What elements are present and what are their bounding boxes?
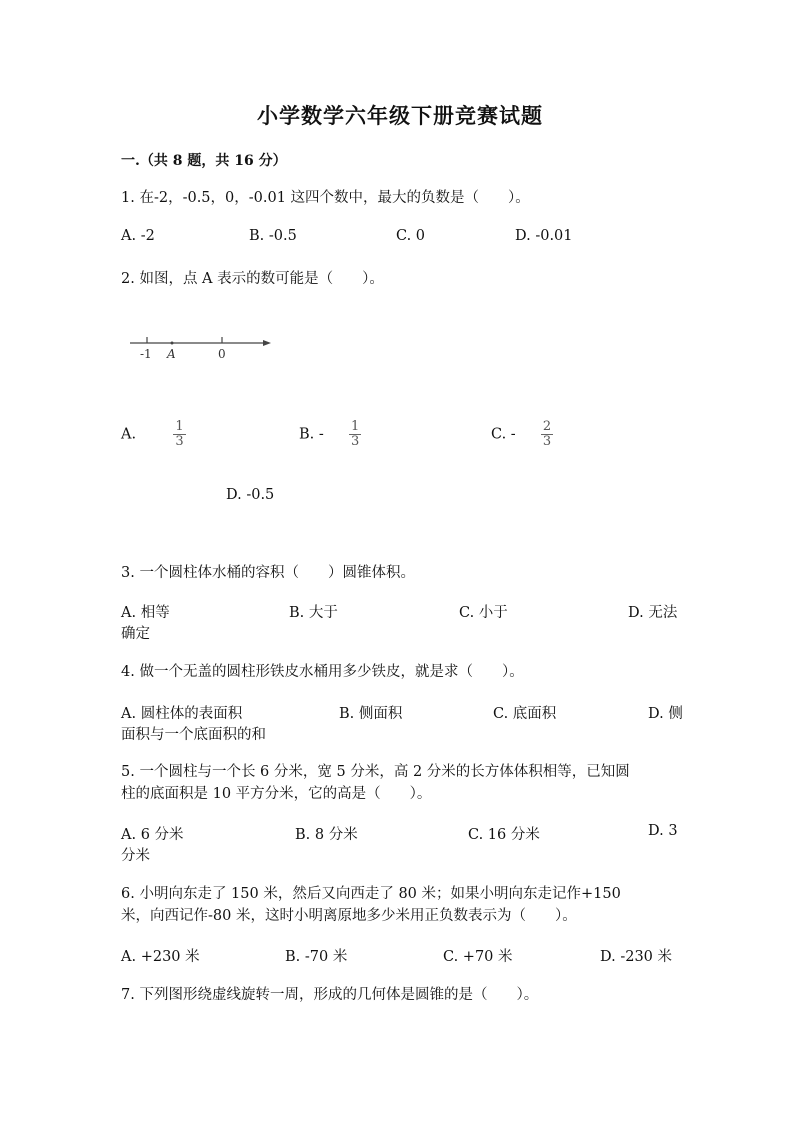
number-line-figure: [125, 330, 275, 369]
q3-option-a[interactable]: A. 相等: [121, 605, 170, 621]
point-a-mark: [171, 342, 174, 345]
fraction-one-third: [349, 420, 361, 449]
q2-option-a-prefix: A.: [121, 426, 137, 443]
number-line: [125, 330, 275, 365]
question-6-stem-line2: 米，向西记作-80 米，这时小明离原地多少米用正负数表示为（ ）。: [121, 908, 577, 924]
question-1-stem: 1. 在-2，-0.5，0，-0.01 这四个数中，最大的负数是（ ）。: [121, 190, 530, 206]
fraction-denominator: 3: [351, 434, 360, 449]
question-5-stem-line1: 5. 一个圆柱与一个长 6 分米，宽 5 分米，高 2 分米的长方体体积相等，已知圆: [121, 764, 630, 780]
fraction-numerator: 1: [175, 419, 184, 434]
q5-option-a[interactable]: A. 6 分米: [121, 827, 184, 843]
q4-option-c[interactable]: C. 底面积: [493, 706, 557, 722]
q2-option-b[interactable]: [299, 420, 361, 449]
q1-option-a[interactable]: A. -2: [121, 228, 155, 244]
question-4-stem: 4. 做一个无盖的圆柱形铁皮水桶用多少铁皮，就是求（ ）。: [121, 664, 524, 680]
page-title: 小学数学六年级下册竞赛试题: [257, 103, 543, 128]
fraction-denominator: 3: [175, 434, 184, 449]
q2-option-d[interactable]: D. -0.5: [226, 487, 275, 503]
q6-option-b[interactable]: B. -70 米: [285, 949, 348, 965]
q3-option-d-wrap: 确定: [121, 626, 150, 642]
question-6-stem-line1: 6. 小明向东走了 150 米，然后又向西走了 80 米；如果小明向东走记作+150: [121, 886, 621, 902]
question-5-stem-line2: 柱的底面积是 10 平方分米，它的高是（ ）。: [121, 786, 432, 802]
fraction-numerator: 1: [351, 419, 360, 434]
q4-option-d-wrap: 面积与一个底面积的和: [121, 727, 266, 743]
q3-option-c[interactable]: C. 小于: [459, 605, 508, 621]
q2-option-c-prefix: C. -: [491, 426, 516, 443]
number-line-arrow: [263, 340, 271, 346]
q4-option-d[interactable]: D. 侧: [648, 706, 683, 722]
q6-option-c[interactable]: C. +70 米: [443, 949, 513, 965]
q2-option-b-prefix: B. -: [299, 426, 324, 443]
tick-label-zero: 0: [218, 347, 226, 361]
q2-option-a[interactable]: [121, 420, 186, 449]
q5-option-d-wrap: 分米: [121, 848, 150, 864]
q5-option-b[interactable]: B. 8 分米: [295, 827, 358, 843]
q1-option-b[interactable]: B. -0.5: [249, 228, 297, 244]
fraction-one-third: [173, 420, 185, 449]
section-header: 一.（共 8 题，共 16 分）: [121, 153, 287, 169]
q3-option-d[interactable]: D. 无法: [628, 605, 678, 621]
q4-option-b[interactable]: B. 侧面积: [339, 706, 403, 722]
point-a-label: A: [167, 347, 176, 361]
q1-option-c[interactable]: C. 0: [396, 228, 426, 244]
question-2-stem: 2. 如图，点 A 表示的数可能是（ ）。: [121, 271, 384, 287]
q6-option-a[interactable]: A. +230 米: [121, 949, 200, 965]
tick-label-minus-one: -1: [140, 347, 152, 361]
question-7-stem: 7. 下列图形绕虚线旋转一周，形成的几何体是圆锥的是（ ）。: [121, 987, 539, 1003]
q6-option-d[interactable]: D. -230 米: [600, 949, 673, 965]
fraction-numerator: 2: [542, 419, 552, 434]
q5-option-c[interactable]: C. 16 分米: [468, 827, 540, 843]
q1-option-d[interactable]: D. -0.01: [515, 228, 573, 244]
q3-option-b[interactable]: B. 大于: [289, 605, 338, 621]
q2-option-c[interactable]: [491, 420, 553, 449]
q4-option-a[interactable]: A. 圆柱体的表面积: [121, 706, 243, 722]
q5-option-d[interactable]: D. 3: [648, 823, 678, 839]
fraction-two-thirds: [541, 420, 553, 449]
fraction-denominator: 3: [542, 434, 552, 449]
question-3-stem: 3. 一个圆柱体水桶的容积（ ）圆锥体积。: [121, 565, 415, 581]
